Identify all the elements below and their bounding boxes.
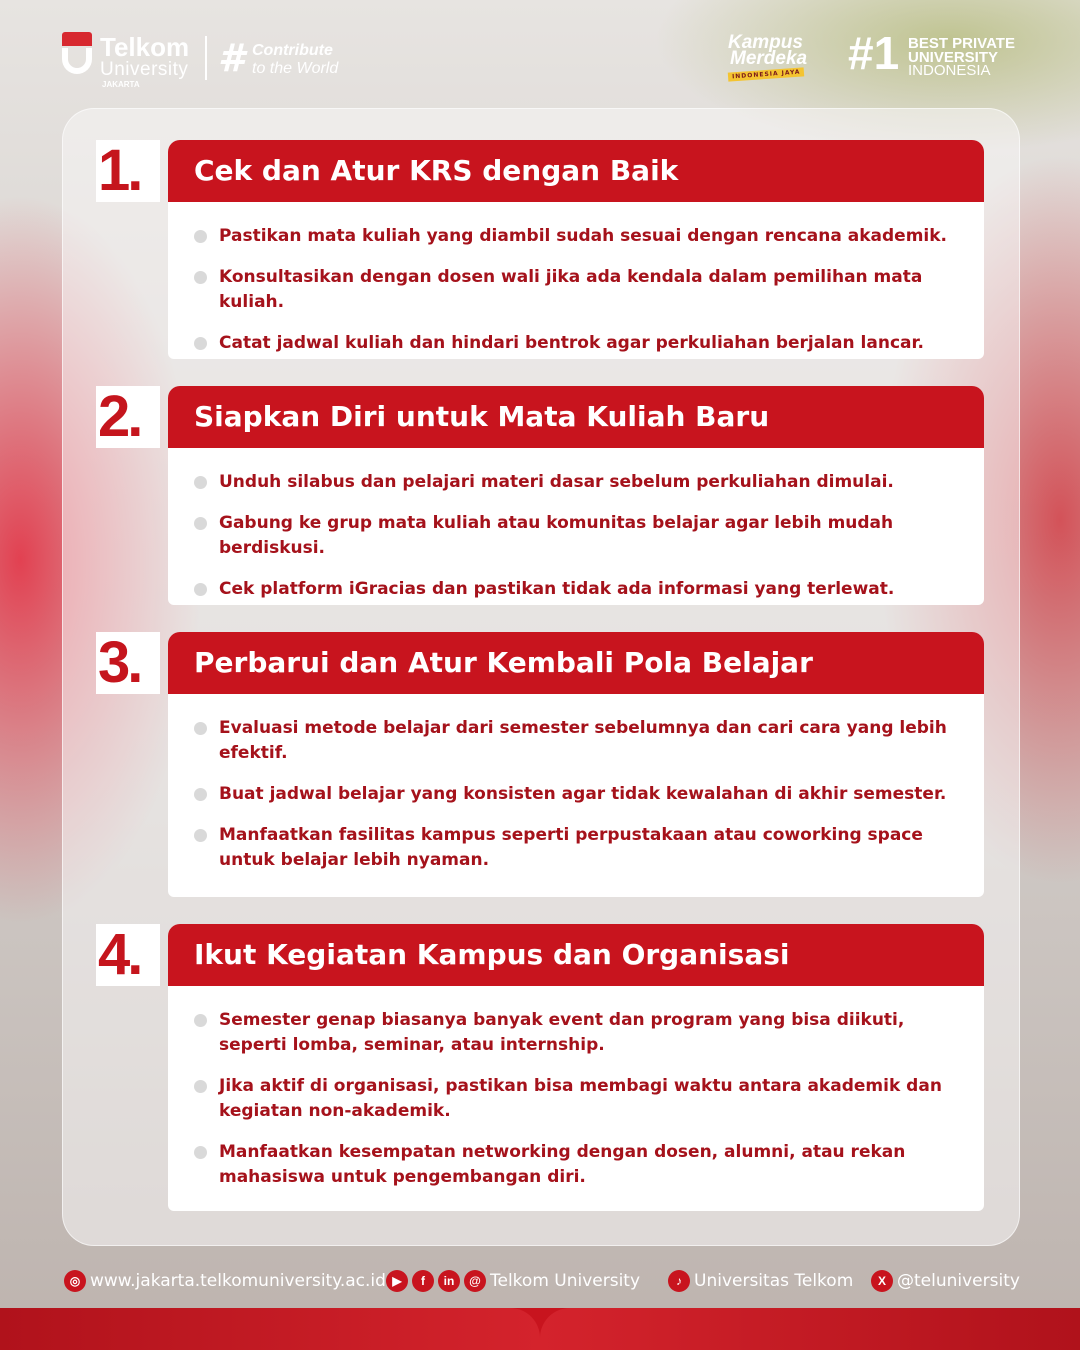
social-name[interactable]: Telkom University xyxy=(490,1271,641,1291)
rank-line3: INDONESIA xyxy=(908,62,991,79)
section-body xyxy=(168,694,984,897)
bullet-icon xyxy=(194,230,207,243)
tips-panel xyxy=(62,108,1020,1246)
tagline-line1: Contribute xyxy=(252,42,333,59)
social-links xyxy=(386,1268,640,1294)
section-number: 3. xyxy=(96,632,160,694)
section-title: Siapkan Diri untuk Mata Kuliah Baru xyxy=(168,386,984,448)
bullet-icon xyxy=(194,788,207,801)
list-item: Evaluasi metode belajar dari semester sebelumnya dan cari cara yang lebih efektif. xyxy=(194,716,964,766)
bullet-icon xyxy=(194,337,207,350)
bottom-band-left xyxy=(0,1308,540,1350)
facebook-icon[interactable]: f xyxy=(412,1270,434,1292)
section-number: 2. xyxy=(96,386,160,448)
kampus-ribbon: INDONESIA JAYA xyxy=(728,67,805,81)
kampus-merdeka-logo xyxy=(728,34,822,80)
igracias-highlight: iGracias xyxy=(348,579,427,599)
globe-icon: ◎ xyxy=(64,1270,86,1292)
section-body xyxy=(168,202,984,359)
x-icon: X xyxy=(871,1270,893,1292)
tagline-hash: # xyxy=(218,36,245,80)
rank-line1: BEST PRIVATE xyxy=(908,35,1015,52)
logo-name: Telkom xyxy=(100,32,190,62)
linkedin-icon[interactable]: in xyxy=(438,1270,460,1292)
section-title: Cek dan Atur KRS dengan Baik xyxy=(168,140,984,202)
tiktok-name: Universitas Telkom xyxy=(694,1271,854,1291)
website-link[interactable] xyxy=(64,1268,386,1294)
list-item: Unduh silabus dan pelajari materi dasar sebelum perkuliahan dimulai. xyxy=(194,470,964,495)
bullet-icon xyxy=(194,583,207,596)
header xyxy=(0,0,1080,108)
rank-number: #1 xyxy=(848,27,900,79)
tiktok-link[interactable] xyxy=(668,1268,853,1294)
logo-divider xyxy=(205,36,207,80)
bullet-icon xyxy=(194,1080,207,1093)
tagline-line2: to the World xyxy=(252,60,339,77)
list-item: Cek platform iGracias dan pastikan tidak ada informasi yang terlewat. xyxy=(194,577,964,602)
tiktok-icon: ♪ xyxy=(668,1270,690,1292)
list-item: Catat jadwal kuliah dan hindari bentrok agar perkuliahan berjalan lancar. xyxy=(194,331,964,356)
bullet-icon xyxy=(194,476,207,489)
list-item: Konsultasikan dengan dosen wali jika ada kendala dalam pemilihan mata kuliah. xyxy=(194,265,964,315)
kampus-line2: Merdeka xyxy=(730,48,808,69)
bullet-icon xyxy=(194,517,207,530)
list-item: Jika aktif di organisasi, pastikan bisa membagi waktu antara akademik dan kegiatan non-akademik. xyxy=(194,1074,964,1124)
logo-sub: University xyxy=(100,59,189,80)
bullet-icon xyxy=(194,1146,207,1159)
bullet-icon xyxy=(194,1014,207,1027)
bullet-icon xyxy=(194,722,207,735)
bullet-icon xyxy=(194,271,207,284)
threads-icon[interactable]: @ xyxy=(464,1270,486,1292)
x-handle: @teluniversity xyxy=(897,1271,1020,1291)
list-item: Buat jadwal belajar yang konsisten agar tidak kewalahan di akhir semester. xyxy=(194,782,964,807)
logo-city: JAKARTA xyxy=(102,80,140,89)
section-body xyxy=(168,986,984,1211)
list-item: Semester genap biasanya banyak event dan program yang bisa diikuti, seperti lomba, seminar, atau internship. xyxy=(194,1008,964,1058)
youtube-icon[interactable]: ▶ xyxy=(386,1270,408,1292)
bottom-band-right xyxy=(540,1308,1080,1350)
bullet-icon xyxy=(194,829,207,842)
rank-line2: UNIVERSITY xyxy=(908,49,999,66)
list-item: Manfaatkan fasilitas kampus seperti perpustakaan atau coworking space untuk belajar lebih nyaman. xyxy=(194,823,964,873)
section-number: 4. xyxy=(96,924,160,986)
list-item: Pastikan mata kuliah yang diambil sudah sesuai dengan rencana akademik. xyxy=(194,224,964,249)
x-link[interactable] xyxy=(871,1268,1020,1294)
telkom-logo-mark-icon xyxy=(62,32,92,76)
section-title: Ikut Kegiatan Kampus dan Organisasi xyxy=(168,924,984,986)
footer xyxy=(0,1262,1080,1302)
list-item: Manfaatkan kesempatan networking dengan dosen, alumni, atau rekan mahasiswa untuk pengembangan diri. xyxy=(194,1140,964,1190)
section-title: Perbarui dan Atur Kembali Pola Belajar xyxy=(168,632,984,694)
section-number: 1. xyxy=(96,140,160,202)
website-text: www.jakarta.telkomuniversity.ac.id xyxy=(90,1271,386,1291)
kampus-line1: Kampus xyxy=(728,32,803,53)
section-body xyxy=(168,448,984,605)
list-item: Gabung ke grup mata kuliah atau komunitas belajar agar lebih mudah berdiskusi. xyxy=(194,511,964,561)
